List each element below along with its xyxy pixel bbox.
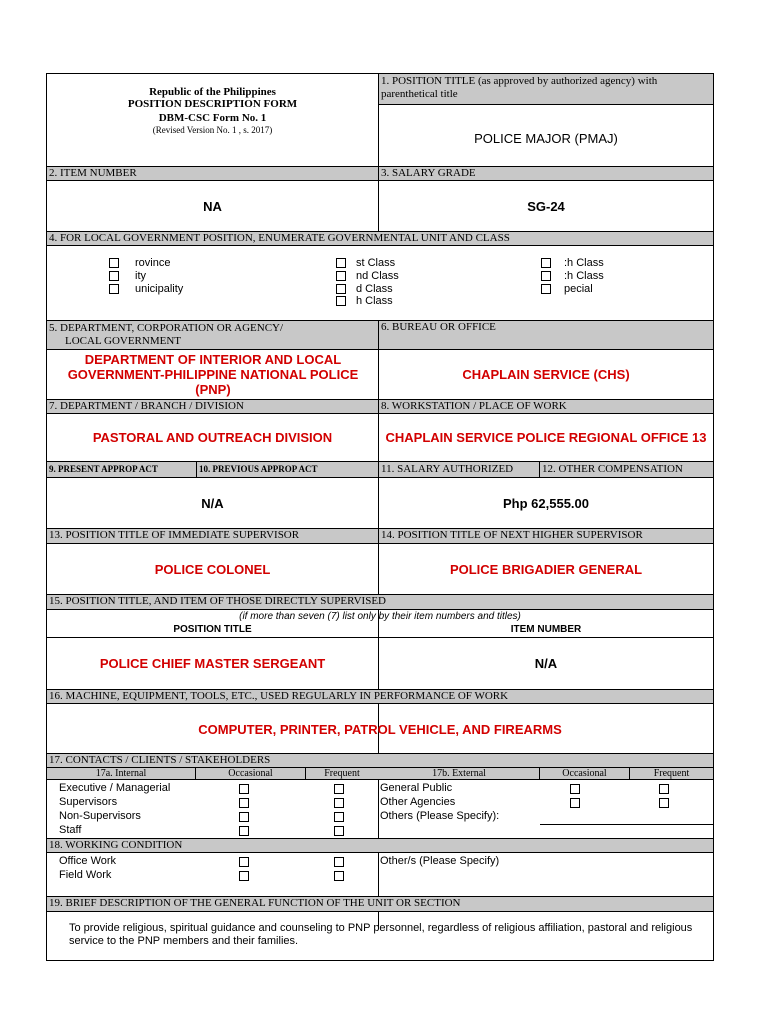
division-value: PASTORAL AND OUTREACH DIVISION [92,430,333,445]
field-occasional-checkbox[interactable] [239,871,249,881]
supervised-label: 15. POSITION TITLE, AND ITEM OF THOSE DIRECTLY SUPERVISED [47,594,713,610]
department-value: DEPARTMENT OF INTERIOR AND LOCAL GOVERNMENT-PHILIPPINE NATIONAL POLICE (PNP) [67,352,359,397]
supervisors-frequent-checkbox[interactable] [334,798,344,808]
machines-label: 16. MACHINE, EQUIPMENT, TOOLS, ETC., USED REGULARLY IN PERFORMANCE OF WORK [47,689,713,704]
others-specify-line[interactable] [540,824,713,825]
workstation-value: CHAPLAIN SERVICE POLICE REGIONAL OFFICE 13 [385,430,707,445]
internal-frequent-header: Frequent [305,768,378,780]
city-label: ity [135,270,146,282]
third-class-checkbox[interactable] [336,284,346,294]
contacts-label: 17. CONTACTS / CLIENTS / STAKEHOLDERS [47,753,713,768]
supervisors-occasional-checkbox[interactable] [239,798,249,808]
external-others-specify: Others (Please Specify): [380,810,500,822]
machines-value: COMPUTER, PRINTER, PATROL VEHICLE, AND FIREARMS [198,721,562,737]
bureau-value: CHAPLAIN SERVICE (CHS) [462,367,630,382]
internal-header: 17a. Internal [95,768,147,779]
form-title: POSITION DESCRIPTION FORM [127,98,298,110]
external-occasional-header: Occasional [539,768,629,780]
general-public-frequent-checkbox[interactable] [659,784,669,794]
local-gov-label: 4. FOR LOCAL GOVERNMENT POSITION, ENUMERATE GOVERNMENTAL UNIT AND CLASS [47,231,713,246]
internal-supervisors: Supervisors [59,796,118,808]
position-title-label: 1. POSITION TITLE (as approved by authorized agency) with parenthetical title [379,74,713,105]
supervised-note: (if more than seven (7) list only by their item numbers and titles) [239,611,521,622]
general-function-value: To provide religious, spiritual guidance and counseling to PNP personnel, regardless of religious affiliation, pastoral and religious service to the PNP members and their families. [69,922,693,947]
third-class-label: d Class [356,283,393,295]
fifth-class-checkbox[interactable] [541,258,551,268]
executive-occasional-checkbox[interactable] [239,784,249,794]
province-checkbox[interactable] [109,258,119,268]
item-number-column: ITEM NUMBER [510,624,582,635]
item-number-value: NA [203,198,222,214]
municipality-label: unicipality [135,283,184,295]
approp-value: N/A [201,496,224,511]
external-other-agencies: Other Agencies [380,796,456,808]
immediate-supervisor-value: POLICE COLONEL [154,561,271,577]
internal-non-supervisors: Non-Supervisors [59,810,141,822]
working-condition-label: 18. WORKING CONDITION [47,838,713,853]
internal-staff: Staff [59,824,82,836]
general-function-label: 19. BRIEF DESCRIPTION OF THE GENERAL FUNCTION OF THE UNIT OR SECTION [47,896,713,912]
non-supervisors-frequent-checkbox[interactable] [334,812,344,822]
office-occasional-checkbox[interactable] [239,857,249,867]
position-title-column: POSITION TITLE [173,624,252,635]
first-class-checkbox[interactable] [336,258,346,268]
workstation-label: 8. WORKSTATION / PLACE OF WORK [379,399,713,414]
special-checkbox[interactable] [541,284,551,294]
internal-executive: Executive / Managerial [59,782,171,794]
second-class-checkbox[interactable] [336,271,346,281]
executive-frequent-checkbox[interactable] [334,784,344,794]
external-header: 17b. External [432,768,486,779]
salary-grade-value: SG-24 [527,198,565,214]
form-number: DBM-CSC Form No. 1 [158,112,267,124]
salary-grade-label: 3. SALARY GRADE [379,166,713,181]
fourth-class-label: h Class [356,295,393,307]
supervised-title-value: POLICE CHIEF MASTER SERGEANT [99,656,326,671]
staff-frequent-checkbox[interactable] [334,826,344,836]
field-work-label: Field Work [59,869,112,881]
other-agencies-occasional-checkbox[interactable] [570,798,580,808]
salary-value: Php 62,555.00 [503,496,589,511]
department-label-line1: 5. DEPARTMENT, CORPORATION OR AGENCY/ [49,322,284,334]
other-agencies-frequent-checkbox[interactable] [659,798,669,808]
contacts-subheader [47,768,713,780]
revised-text: (Revised Version No. 1 , s. 2017) [152,125,273,135]
fifth-class-label: :h Class [564,257,604,269]
next-supervisor-value: POLICE BRIGADIER GENERAL [449,561,643,577]
field-frequent-checkbox[interactable] [334,871,344,881]
external-general-public: General Public [380,782,453,794]
form-header [47,74,378,171]
previous-approp-label: 10. PREVIOUS APPROP ACT [196,461,378,478]
sixth-class-label: :h Class [564,270,604,282]
bureau-label: 6. BUREAU OR OFFICE [379,320,713,350]
item-number-label: 2. ITEM NUMBER [47,166,378,181]
immediate-supervisor-label: 13. POSITION TITLE OF IMMEDIATE SUPERVISOR [47,528,378,544]
second-class-label: nd Class [356,270,399,282]
internal-occasional-header: Occasional [195,768,305,780]
supervised-item-value: N/A [534,656,558,671]
other-compensation-label: 12. OTHER COMPENSATION [539,461,713,478]
salary-authorized-label: 11. SALARY AUTHORIZED [379,461,539,478]
external-frequent-header: Frequent [629,768,713,780]
special-label: pecial [564,283,593,295]
present-approp-label: 9. PRESENT APPROP ACT [47,461,196,478]
position-description-form [46,73,714,961]
general-public-occasional-checkbox[interactable] [570,784,580,794]
department-label-line2: LOCAL GOVERNMENT [65,335,181,347]
fourth-class-checkbox[interactable] [336,296,346,306]
sixth-class-checkbox[interactable] [541,271,551,281]
municipality-checkbox[interactable] [109,284,119,294]
position-title-value: POLICE MAJOR (PMAJ) [474,130,618,146]
other-working-condition-label: Other/s (Please Specify) [380,855,500,867]
non-supervisors-occasional-checkbox[interactable] [239,812,249,822]
staff-occasional-checkbox[interactable] [239,826,249,836]
office-frequent-checkbox[interactable] [334,857,344,867]
department-label [47,320,378,350]
province-label: rovince [135,257,171,269]
republic-text: Republic of the Philippines [149,86,276,98]
first-class-label: st Class [356,257,396,269]
office-work-label: Office Work [59,855,117,867]
next-supervisor-label: 14. POSITION TITLE OF NEXT HIGHER SUPERVISOR [379,528,713,544]
city-checkbox[interactable] [109,271,119,281]
division-label: 7. DEPARTMENT / BRANCH / DIVISION [47,399,378,414]
